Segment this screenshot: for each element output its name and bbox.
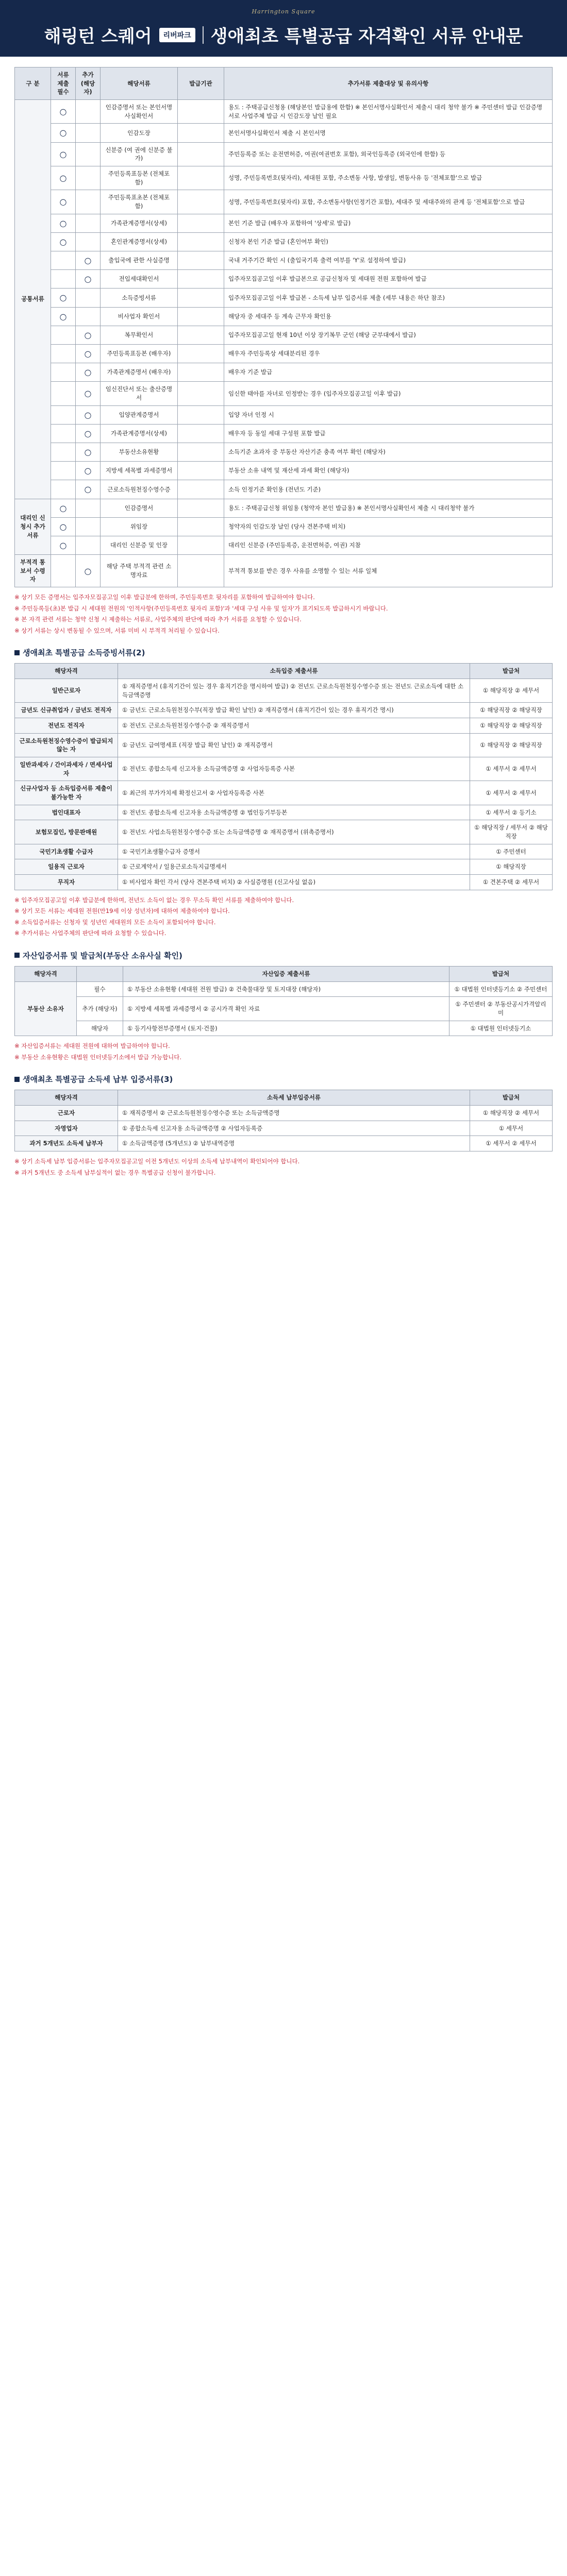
docs-cell: ① 재직증명서 (휴직기간이 있는 경우 휴직기간을 명시하여 발급) ② 전년도 근로소득원천징수영수증 또는 전년도 근로소득에 대한 소득금액증명 bbox=[118, 679, 470, 702]
note-line: ※ 상기 모든 증명서는 입주자모집공고일 이후 발급분에 한하며, 주민등록번호 뒷자리를 포함하여 발급하여야 합니다. bbox=[14, 594, 315, 601]
table-row bbox=[15, 363, 553, 382]
asset-table bbox=[14, 966, 553, 1036]
issuer-cell: ① 해당직장 ② 세무서 bbox=[470, 1106, 553, 1121]
note-cell: 대리인 신분증 (주민등록증, 운전면허증, 여권) 지참 bbox=[224, 536, 553, 554]
optional-mark bbox=[76, 166, 101, 190]
table-header-row bbox=[15, 67, 553, 100]
docs-cell: ① 지방세 세목별 과세증명서 ② 공시가격 확인 자료 bbox=[123, 997, 449, 1021]
doc-name: 주민등록표등본 (배우자) bbox=[101, 344, 178, 363]
note-cell: 배우자 주민등록상 세대분리된 경우 bbox=[224, 344, 553, 363]
table-row bbox=[15, 499, 553, 517]
square-bullet-icon bbox=[14, 1077, 20, 1082]
note-cell: 용도 : 주택공급신청용 (해당본인 발급용에 한함) ※ 본인서명사실확인서 제출시 대리 청약 불가 ※ 주민센터 발급 인감증명서로 사업주체 발급 시 인감도장 날인 필요 bbox=[224, 100, 553, 124]
note-cell: 입주자모집공고일 이후 발급본 - 소득세 납부 입증서류 제출 (세부 내용은 하단 참조) bbox=[224, 289, 553, 307]
group-label: 대리인 신청시 추가서류 bbox=[15, 499, 51, 555]
issuer-cell bbox=[178, 363, 224, 382]
docs-cell: ① 부동산 소유현황 (세대원 전원 발급) ② 건축물대장 및 토지대장 (해당자) bbox=[123, 981, 449, 997]
optional-mark bbox=[76, 499, 101, 517]
table-row bbox=[15, 757, 553, 781]
table-row bbox=[15, 424, 553, 443]
docs-cell: ① 재직증명서 ② 근로소득원천징수영수증 또는 소득금액증명 bbox=[118, 1106, 470, 1121]
docs-cell: ① 금년도 근로소득원천징수부(직장 발급 확인 날인) ② 재직증명서 (휴직기간이 있는 경우 휴직기간 명시) bbox=[118, 703, 470, 718]
table-row bbox=[15, 124, 553, 142]
type-cell: 일반과세자 / 간이과세자 / 면세사업자 bbox=[15, 757, 118, 781]
issuer-cell bbox=[178, 214, 224, 232]
issuer-cell: ① 해당직장 / 세무서 ② 해당직장 bbox=[470, 820, 553, 844]
doc-name: 가족관계증명서(상세) bbox=[101, 424, 178, 443]
table-row bbox=[15, 270, 553, 289]
doc-name: 대리인 신분증 및 인장 bbox=[101, 536, 178, 554]
type-cell: 근로자 bbox=[15, 1106, 118, 1121]
table-row bbox=[15, 1136, 553, 1151]
th-income-docs: 소득입증 제출서류 bbox=[118, 664, 470, 679]
note-cell: 부적격 통보를 받은 경우 사유를 소명할 수 있는 서류 일체 bbox=[224, 555, 553, 587]
doc-name: 주민등록표등본 (전체포함) bbox=[101, 166, 178, 190]
group-label: 공통서류 bbox=[15, 100, 51, 499]
docs-cell: ① 종합소득세 신고자용 소득금액증명 ② 사업자등록증 bbox=[118, 1121, 470, 1136]
doc-name: 혼인관계증명서(상세) bbox=[101, 232, 178, 251]
type-cell: 금년도 신규취업자 / 금년도 전직자 bbox=[15, 703, 118, 718]
notes-income bbox=[14, 895, 553, 939]
type-cell: 일용직 근로자 bbox=[15, 859, 118, 875]
table-row bbox=[15, 142, 553, 166]
table-row bbox=[15, 703, 553, 718]
issuer-cell: ① 대법원 인터넷등기소 bbox=[449, 1021, 553, 1036]
note-line: ※ 주민등록등(초)본 발급 시 세대원 전원의 '인적사항(주민등록번호 뒷자리 포함)'과 '세대 구성 사유 및 일자'가 표기되도록 발급하시기 바랍니다. bbox=[14, 604, 388, 612]
issuer-cell: ① 해당직장 ② 해당직장 bbox=[470, 703, 553, 718]
optional-mark bbox=[76, 289, 101, 307]
required-mark: ○ bbox=[51, 100, 76, 124]
docs-cell: ① 최근의 부가가치세 확정신고서 ② 사업자등록증 사본 bbox=[118, 781, 470, 805]
tax-table-body bbox=[15, 1106, 553, 1151]
brand-badge: 리버파크 bbox=[159, 28, 195, 42]
required-mark bbox=[51, 326, 76, 344]
note-cell: 소득 인정기준 확인용 (전년도 기준) bbox=[224, 480, 553, 499]
doc-name: 부동산소유현황 bbox=[101, 443, 178, 461]
notes-main bbox=[14, 592, 553, 636]
issuer-cell bbox=[178, 166, 224, 190]
table-row bbox=[15, 1021, 553, 1036]
required-mark: ○ bbox=[51, 232, 76, 251]
tax-header-row bbox=[15, 1090, 553, 1106]
table-row bbox=[15, 232, 553, 251]
required-mark: ○ bbox=[51, 289, 76, 307]
table-row bbox=[15, 462, 553, 480]
optional-mark bbox=[76, 142, 101, 166]
required-mark: ○ bbox=[51, 190, 76, 214]
optional-mark: ○ bbox=[76, 462, 101, 480]
doc-name: 신분증 (여 권에 신분증 불가) bbox=[101, 142, 178, 166]
table-body-main bbox=[15, 100, 553, 587]
th-issuer: 발급기관 bbox=[178, 67, 224, 100]
docs-cell: ① 비사업자 확인 각서 (당사 견본주택 비치) ② 사실증명원 (신고사실 없음) bbox=[118, 875, 470, 890]
doc-name: 임신진단서 또는 출산증명서 bbox=[101, 382, 178, 405]
th-docname: 해당서류 bbox=[101, 67, 178, 100]
issuer-cell bbox=[178, 405, 224, 424]
required-mark bbox=[51, 462, 76, 480]
optional-mark bbox=[76, 100, 101, 124]
issuer-cell bbox=[178, 190, 224, 214]
asset-table-body bbox=[15, 981, 553, 1036]
optional-mark bbox=[76, 190, 101, 214]
table-row bbox=[15, 820, 553, 844]
th-asset-docs: 자산입증 제출서류 bbox=[123, 966, 449, 981]
required-mark: ○ bbox=[51, 124, 76, 142]
issuer-cell bbox=[178, 480, 224, 499]
table-row bbox=[15, 875, 553, 890]
table-row bbox=[15, 981, 553, 997]
required-mark: ○ bbox=[51, 214, 76, 232]
table-row bbox=[15, 555, 553, 587]
brand-name: 해링턴 스퀘어 bbox=[44, 26, 152, 47]
doc-name: 입양관계증명서 bbox=[101, 405, 178, 424]
th-notes: 추가서류 제출대상 및 유의사항 bbox=[224, 67, 553, 100]
docs-cell: ① 금년도 급여명세표 (직장 발급 확인 날인) ② 재직증명서 bbox=[118, 733, 470, 757]
section-title-asset bbox=[14, 950, 553, 961]
notes-asset bbox=[14, 1041, 553, 1062]
table-row bbox=[15, 733, 553, 757]
th-optional: 추가 (해당자) bbox=[76, 67, 101, 100]
th-required: 서류제출 필수 bbox=[51, 67, 76, 100]
docs-cell: ① 전년도 종합소득세 신고자용 소득금액증명 ② 사업자등록증 사본 bbox=[118, 757, 470, 781]
note-cell: 입양 자녀 인정 시 bbox=[224, 405, 553, 424]
type-cell: 근로소득원천징수영수증이 발급되지 않는 자 bbox=[15, 733, 118, 757]
table-row bbox=[15, 190, 553, 214]
header bbox=[0, 0, 567, 57]
doc-name: 가족관계증명서(상세) bbox=[101, 214, 178, 232]
table-row bbox=[15, 805, 553, 820]
note-cell: 성명, 주민등록번호(뒷자리) 포함, 주소변동사항(인정기간 포함), 세대주 및 세대주와의 관계 등 '전체포함'으로 발급 bbox=[224, 190, 553, 214]
content bbox=[0, 57, 567, 1189]
required-mark bbox=[51, 443, 76, 461]
table-row bbox=[15, 517, 553, 536]
doc-name: 가족관계증명서 (배우자) bbox=[101, 363, 178, 382]
note-cell: 배우자 기준 발급 bbox=[224, 363, 553, 382]
note-line: ※ 상기 서류는 상시 변동될 수 있으며, 서류 미비 시 부적격 처리될 수 있습니다. bbox=[14, 626, 220, 634]
type-cell: 신규사업자 등 소득입증서류 제출이 불가능한 자 bbox=[15, 781, 118, 805]
table-row bbox=[15, 100, 553, 124]
req-cell: 추가 (해당자) bbox=[77, 997, 123, 1021]
issuer-cell bbox=[178, 326, 224, 344]
doc-name: 지방세 세목별 과세증명서 bbox=[101, 462, 178, 480]
note-line: ※ 부동산 소유현황은 대법원 인터넷등기소에서 발급 가능합니다. bbox=[14, 1053, 182, 1061]
th-asset-type: 해당자격 bbox=[15, 966, 77, 981]
note-line: ※ 자산입증서류는 세대원 전원에 대하여 발급하여야 합니다. bbox=[14, 1042, 170, 1050]
note-cell: 소득기준 초과자 중 부동산 자산기준 충족 여부 확인 (해당자) bbox=[224, 443, 553, 461]
type-cell: 일반근로자 bbox=[15, 679, 118, 702]
table-row bbox=[15, 326, 553, 344]
required-mark: ○ bbox=[51, 307, 76, 326]
table-row bbox=[15, 214, 553, 232]
doc-name: 해당 주택 부적격 관련 소명자료 bbox=[101, 555, 178, 587]
note-cell: 입주자모집공고일 이후 발급본으로 공급신청자 및 세대원 전원 포함하여 발급 bbox=[224, 270, 553, 289]
issuer-cell bbox=[178, 270, 224, 289]
docs-cell: ① 근로계약서 / 일용근로소득지급명세서 bbox=[118, 859, 470, 875]
issuer-cell bbox=[178, 555, 224, 587]
table-row bbox=[15, 859, 553, 875]
issuer-cell: ① 해당직장 ② 해당직장 bbox=[470, 733, 553, 757]
table-row bbox=[15, 166, 553, 190]
table-row bbox=[15, 289, 553, 307]
table-row bbox=[15, 443, 553, 461]
optional-mark bbox=[76, 232, 101, 251]
issuer-cell bbox=[178, 424, 224, 443]
required-mark bbox=[51, 405, 76, 424]
note-line: ※ 본 자격 관련 서류는 청약 신청 시 제출하는 서류로, 사업주체의 판단에 따라 추가 서류를 요청할 수 있습니다. bbox=[14, 616, 302, 623]
required-mark bbox=[51, 424, 76, 443]
doc-name: 근로소득원천징수영수증 bbox=[101, 480, 178, 499]
required-mark bbox=[51, 270, 76, 289]
asset-header-row bbox=[15, 966, 553, 981]
issuer-cell bbox=[178, 232, 224, 251]
issuer-cell bbox=[178, 499, 224, 517]
note-cell: 임신한 태아를 자녀로 인정받는 경우 (입주자모집공고일 이후 발급) bbox=[224, 382, 553, 405]
optional-mark: ○ bbox=[76, 555, 101, 587]
required-mark: ○ bbox=[51, 499, 76, 517]
section-title-tax-text: 생애최초 특별공급 소득세 납부 입증서류(3) bbox=[23, 1075, 173, 1084]
req-cell: 해당자 bbox=[77, 1021, 123, 1036]
title-row bbox=[21, 22, 546, 47]
docs-cell: ① 전년도 사업소득원천징수영수증 또는 소득금액증명 ② 재직증명서 (위촉증명서) bbox=[118, 820, 470, 844]
note-line: ※ 상기 소득세 납부 입증서류는 입주자모집공고일 이전 5개년도 이상의 소득세 납부내역이 확인되어야 합니다. bbox=[14, 1158, 300, 1165]
doc-name: 인감도장 bbox=[101, 124, 178, 142]
docs-cell: ① 전년도 근로소득원천징수영수증 ② 재직증명서 bbox=[118, 718, 470, 734]
doc-name: 위임장 bbox=[101, 517, 178, 536]
issuer-cell bbox=[178, 382, 224, 405]
issuer-cell bbox=[178, 142, 224, 166]
issuer-cell: ① 해당직장 ② 해당직장 bbox=[470, 718, 553, 734]
optional-mark bbox=[76, 307, 101, 326]
optional-mark: ○ bbox=[76, 480, 101, 499]
table-row bbox=[15, 781, 553, 805]
optional-mark bbox=[76, 536, 101, 554]
issuer-cell bbox=[178, 251, 224, 269]
table-row bbox=[15, 344, 553, 363]
income-header-row bbox=[15, 664, 553, 679]
docs-cell: ① 국민기초생활수급자 증명서 bbox=[118, 844, 470, 859]
required-mark bbox=[51, 480, 76, 499]
table-row bbox=[15, 307, 553, 326]
section-title-asset-text: 자산입증서류 및 발급처(부동산 소유사실 확인) bbox=[23, 951, 182, 960]
optional-mark: ○ bbox=[76, 382, 101, 405]
optional-mark: ○ bbox=[76, 344, 101, 363]
note-cell: 주민등록증 또는 운전면허증, 여권(여권번호 포함), 외국인등록증 (외국인에 한함) 등 bbox=[224, 142, 553, 166]
docs-cell: ① 등기사항전부증명서 (토지·건물) bbox=[123, 1021, 449, 1036]
issuer-cell bbox=[178, 344, 224, 363]
issuer-cell: ① 세무서 ② 등기소 bbox=[470, 805, 553, 820]
type-cell: 자영업자 bbox=[15, 1121, 118, 1136]
income-table bbox=[14, 663, 553, 890]
note-cell: 성명, 주민등록번호(뒷자리), 세대원 포함, 주소변동 사항, 발생일, 변동사유 등 '전체포함'으로 발급 bbox=[224, 166, 553, 190]
issuer-cell: ① 세무서 ② 세무서 bbox=[470, 757, 553, 781]
required-mark bbox=[51, 382, 76, 405]
issuer-cell: ① 견본주택 ② 세무서 bbox=[470, 875, 553, 890]
doc-name: 주민등록표초본 (전체포함) bbox=[101, 190, 178, 214]
th-tax-issuer: 발급처 bbox=[470, 1090, 553, 1106]
note-cell: 청약자의 인감도장 날인 (당사 견본주택 비치) bbox=[224, 517, 553, 536]
note-line: ※ 상기 모든 서류는 세대원 전원(만19세 이상 성년자)에 대하여 제출하여야 합니다. bbox=[14, 907, 230, 915]
docs-cell: ① 전년도 종합소득세 신고자용 소득금액증명 ② 법인등기부등본 bbox=[118, 805, 470, 820]
issuer-cell bbox=[178, 289, 224, 307]
issuer-cell: ① 대법원 인터넷등기소 ② 주민센터 bbox=[449, 981, 553, 997]
section-title-income-text: 생애최초 특별공급 소득증빙서류(2) bbox=[23, 648, 145, 658]
issuer-cell bbox=[178, 100, 224, 124]
note-line: ※ 소득입증서류는 신청자 및 성년인 세대원의 모든 소득이 포함되어야 합니다. bbox=[14, 918, 216, 926]
square-bullet-icon bbox=[14, 650, 20, 655]
section-title-income bbox=[14, 647, 553, 658]
table-row bbox=[15, 251, 553, 269]
doc-name: 인감증명서 bbox=[101, 499, 178, 517]
type-cell: 법인대표자 bbox=[15, 805, 118, 820]
note-cell: 배우자 등 동일 세대 구성원 포함 발급 bbox=[224, 424, 553, 443]
required-mark: ○ bbox=[51, 142, 76, 166]
note-cell: 본인 기준 발급 (배우자 포함하여 '상세'로 발급) bbox=[224, 214, 553, 232]
optional-mark: ○ bbox=[76, 326, 101, 344]
doc-name: 인감증명서 또는 본인서명사실확인서 bbox=[101, 100, 178, 124]
req-cell: 필수 bbox=[77, 981, 123, 997]
section-title-tax bbox=[14, 1074, 553, 1084]
logo: Harrington Square bbox=[252, 8, 315, 15]
th-gubun: 구 분 bbox=[15, 67, 51, 100]
docs-cell: ① 소득금액증명 (5개년도) ② 납부내역증명 bbox=[118, 1136, 470, 1151]
type-cell: 부동산 소유자 bbox=[15, 981, 77, 1036]
doc-name: 출입국에 관한 사실증명 bbox=[101, 251, 178, 269]
note-line: ※ 추가서류는 사업주체의 판단에 따라 요청할 수 있습니다. bbox=[14, 929, 166, 937]
optional-mark: ○ bbox=[76, 251, 101, 269]
th-asset-req bbox=[77, 966, 123, 981]
optional-mark: ○ bbox=[76, 270, 101, 289]
issuer-cell: ① 해당직장 bbox=[470, 859, 553, 875]
optional-mark bbox=[76, 124, 101, 142]
optional-mark bbox=[76, 517, 101, 536]
note-cell: 해당자 중 세대주 등 계속 근무자 확인용 bbox=[224, 307, 553, 326]
doc-table-main bbox=[14, 67, 553, 587]
required-mark: ○ bbox=[51, 166, 76, 190]
issuer-cell bbox=[178, 462, 224, 480]
doc-name: 소득증빙서류 bbox=[101, 289, 178, 307]
required-mark bbox=[51, 251, 76, 269]
th-tax-docs: 소득세 납부입증서류 bbox=[118, 1090, 470, 1106]
issuer-cell: ① 주민센터 ② 부동산공시가격알리미 bbox=[449, 997, 553, 1021]
optional-mark: ○ bbox=[76, 363, 101, 382]
note-line: ※ 과거 5개년도 중 소득세 납부실적이 없는 경우 특별공급 신청이 불가합니다. bbox=[14, 1168, 216, 1176]
optional-mark: ○ bbox=[76, 405, 101, 424]
issuer-cell: ① 세무서 ② 세무서 bbox=[470, 1136, 553, 1151]
optional-mark: ○ bbox=[76, 424, 101, 443]
required-mark bbox=[51, 344, 76, 363]
note-cell: 입주자모집공고일 현재 10년 이상 장기복무 군인 (해당 군부대에서 발급) bbox=[224, 326, 553, 344]
type-cell: 전년도 전직자 bbox=[15, 718, 118, 734]
issuer-cell: ① 세무서 bbox=[470, 1121, 553, 1136]
type-cell: 과거 5개년도 소득세 납부자 bbox=[15, 1136, 118, 1151]
doc-name: 전입세대확인서 bbox=[101, 270, 178, 289]
issuer-cell: ① 세무서 ② 세무서 bbox=[470, 781, 553, 805]
table-row bbox=[15, 536, 553, 554]
optional-mark: ○ bbox=[76, 443, 101, 461]
table-row bbox=[15, 480, 553, 499]
page-title: 생애최초 특별공급 자격확인 서류 안내문 bbox=[210, 26, 523, 47]
notes-tax bbox=[14, 1157, 553, 1178]
note-cell: 용도 : 주택공급신청 위임용 (청약자 본인 발급용) ※ 본인서명사실확인서 제출 시 대리청약 불가 bbox=[224, 499, 553, 517]
issuer-cell bbox=[178, 307, 224, 326]
income-table-body bbox=[15, 679, 553, 890]
table-row bbox=[15, 844, 553, 859]
table-row bbox=[15, 718, 553, 734]
note-cell: 부동산 소유 내역 및 재산세 과세 확인 (해당자) bbox=[224, 462, 553, 480]
table-row bbox=[15, 405, 553, 424]
issuer-cell bbox=[178, 517, 224, 536]
required-mark: ○ bbox=[51, 517, 76, 536]
issuer-cell: ① 주민센터 bbox=[470, 844, 553, 859]
required-mark: ○ bbox=[51, 536, 76, 554]
type-cell: 보험모집인, 방문판매원 bbox=[15, 820, 118, 844]
type-cell: 국민기초생활 수급자 bbox=[15, 844, 118, 859]
th-income-type: 해당자격 bbox=[15, 664, 118, 679]
table-row bbox=[15, 382, 553, 405]
issuer-cell: ① 해당직장 ② 세무서 bbox=[470, 679, 553, 702]
th-income-issuer: 발급처 bbox=[470, 664, 553, 679]
table-row bbox=[15, 997, 553, 1021]
note-cell: 본인서명사실확인서 제출 시 본인서명 bbox=[224, 124, 553, 142]
table-row bbox=[15, 1121, 553, 1136]
square-bullet-icon bbox=[14, 953, 20, 958]
table-row bbox=[15, 1106, 553, 1121]
table-row bbox=[15, 679, 553, 702]
note-line: ※ 입주자모집공고일 이후 발급분에 한하며, 전년도 소득이 없는 경우 무소득 확인 서류를 제출하여야 합니다. bbox=[14, 896, 294, 904]
th-asset-issuer: 발급처 bbox=[449, 966, 553, 981]
title-divider bbox=[203, 26, 204, 44]
required-mark bbox=[51, 363, 76, 382]
issuer-cell bbox=[178, 124, 224, 142]
note-cell: 국내 거주기간 확인 시 (출입국기록 출력 여부를 'Y'로 설정하여 발급) bbox=[224, 251, 553, 269]
th-tax-type: 해당자격 bbox=[15, 1090, 118, 1106]
group-label: 부적격 통보서 수령자 bbox=[15, 555, 51, 587]
optional-mark bbox=[76, 214, 101, 232]
required-mark bbox=[51, 555, 76, 587]
tax-table bbox=[14, 1090, 553, 1151]
note-cell: 신청자 본인 기준 발급 (혼인여부 확인) bbox=[224, 232, 553, 251]
doc-name: 복무확인서 bbox=[101, 326, 178, 344]
issuer-cell bbox=[178, 443, 224, 461]
type-cell: 무직자 bbox=[15, 875, 118, 890]
doc-name: 비사업자 확인서 bbox=[101, 307, 178, 326]
issuer-cell bbox=[178, 536, 224, 554]
